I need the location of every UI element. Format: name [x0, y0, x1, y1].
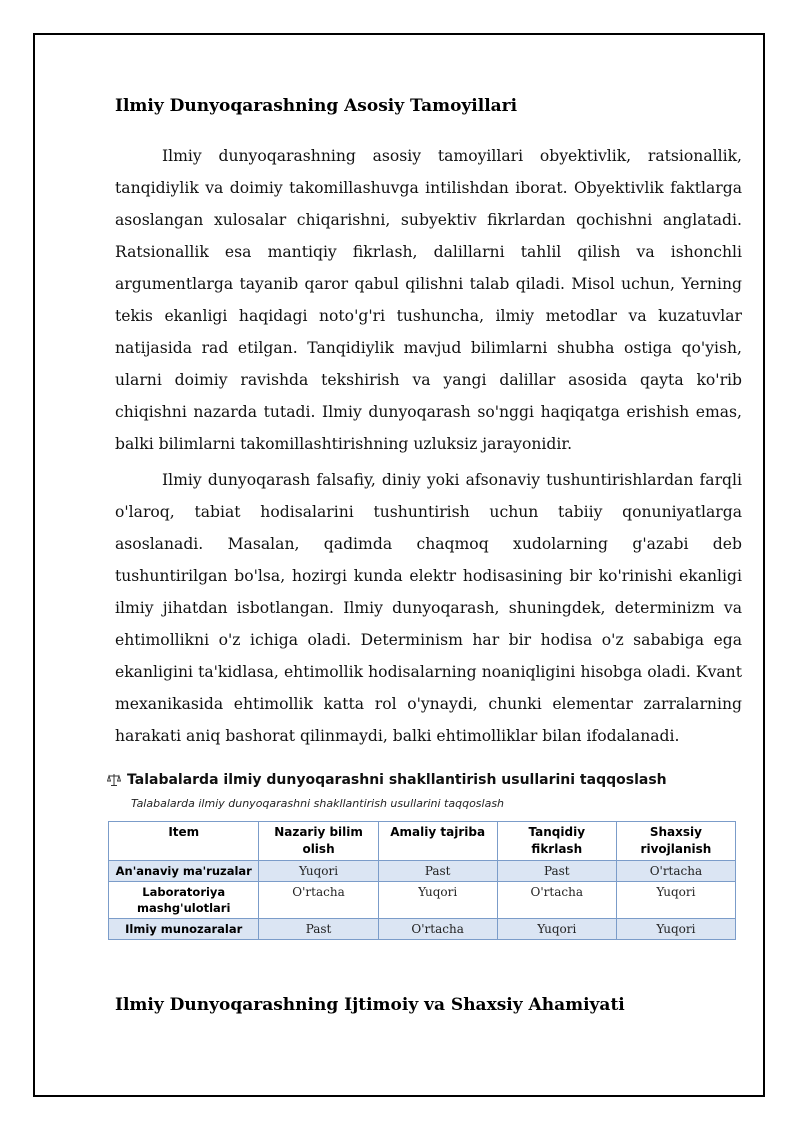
comparison-table: [108, 821, 736, 940]
row-label: Laboratoriya mashg'ulotlari: [109, 882, 259, 919]
column-header: Tanqidiy fikrlash: [497, 822, 616, 861]
table-cell: Past: [259, 919, 378, 940]
table-header-row: [109, 822, 736, 861]
paragraph: Ilmiy dunyoqarash falsafiy, diniy yoki afsonaviy tushuntirishlardan farqli o'laroq, tabiat hodisalarini tushuntirish uchun tabiiy qonuniyatlarga asoslanadi. Masalan, qadimda chaqmoq xudolarning g'azabi deb tushuntirilgan bo'lsa, hozirgi kunda elektr hodisasining bir ko'rinishi ekanligi ilmiy jihatdan isbotlangan. Ilmiy dunyoqarash, shuningdek, determinizm va ehtimollikni o'z ichiga oladi. Determinism har bir hodisa o'z sababiga ega ekanligini ta'kidlasa, ehtimollik hodisalarning noaniqligini hisobga oladi. Kvant mexanikasida ehtimollik katta rol o'ynaydi, chunki elementar zarralarning harakati aniq bashorat qilinmaydi, balki ehtimolliklar bilan ifodalanadi.: [115, 471, 742, 746]
paragraph: Ilmiy dunyoqarashning asosiy tamoyillari obyektivlik, ratsionallik, tanqidiylik va doimiy takomillashuvga intilishdan iborat. Obyektivlik faktlarga asoslangan xulosalar chiqarishni, subyektiv fikrlardan qochishni anglatadi. Ratsionallik esa mantiqiy fikrlash, dalillarni tahlil qilish va ishonchli argumentlarga tayanib qaror qabul qilishni talab qiladi. Misol uchun, Yerning tekis ekanligi haqidagi noto'g'ri tushuncha, ilmiy metodlar va kuzatuvlar natijasida rad etilgan. Tanqidiylik mavjud bilimlarni shubha ostiga qo'yish, ularni doimiy ravishda tekshirish va yangi dalillar asosida qayta ko'rib chiqishni nazarda tutadi. Ilmiy dunyoqarash so'nggi haqiqatga erishish emas, balki bilimlarni takomillashtirishning uzluksiz jarayonidir.: [115, 147, 742, 454]
document-body: [115, 96, 742, 1016]
balance-scale-icon: [107, 773, 121, 787]
table-heading-text: Talabalarda ilmiy dunyoqarashni shakllantirish usullarini taqqoslash: [127, 772, 667, 789]
table-cell: Yuqori: [616, 882, 735, 919]
table-cell: Yuqori: [378, 882, 497, 919]
table-heading: [107, 772, 742, 788]
table-cell: O'rtacha: [259, 882, 378, 919]
section-heading: Ilmiy Dunyoqarashning Asosiy Tamoyillari: [115, 96, 518, 116]
table-cell: Past: [378, 861, 497, 882]
section-heading: Ilmiy Dunyoqarashning Ijtimoiy va Shaxsiy Ahamiyati: [115, 995, 625, 1016]
table-row: [109, 861, 736, 882]
table-caption: Talabalarda ilmiy dunyoqarashni shakllantirish usullarini taqqoslash: [131, 797, 505, 811]
table-cell: Yuqori: [497, 919, 616, 940]
column-header: Item: [109, 822, 259, 861]
table-cell: Yuqori: [616, 919, 735, 940]
table-row: [109, 882, 736, 919]
table-cell: Past: [497, 861, 616, 882]
column-header: Amaliy tajriba: [378, 822, 497, 861]
column-header: Nazariy bilim olish: [259, 822, 378, 861]
table-row: [109, 919, 736, 940]
column-header: Shaxsiy rivojlanish: [616, 822, 735, 861]
row-label: Ilmiy munozaralar: [109, 919, 259, 940]
row-label: An'anaviy ma'ruzalar: [109, 861, 259, 882]
table-cell: O'rtacha: [616, 861, 735, 882]
table-cell: O'rtacha: [378, 919, 497, 940]
table-cell: O'rtacha: [497, 882, 616, 919]
table-cell: Yuqori: [259, 861, 378, 882]
